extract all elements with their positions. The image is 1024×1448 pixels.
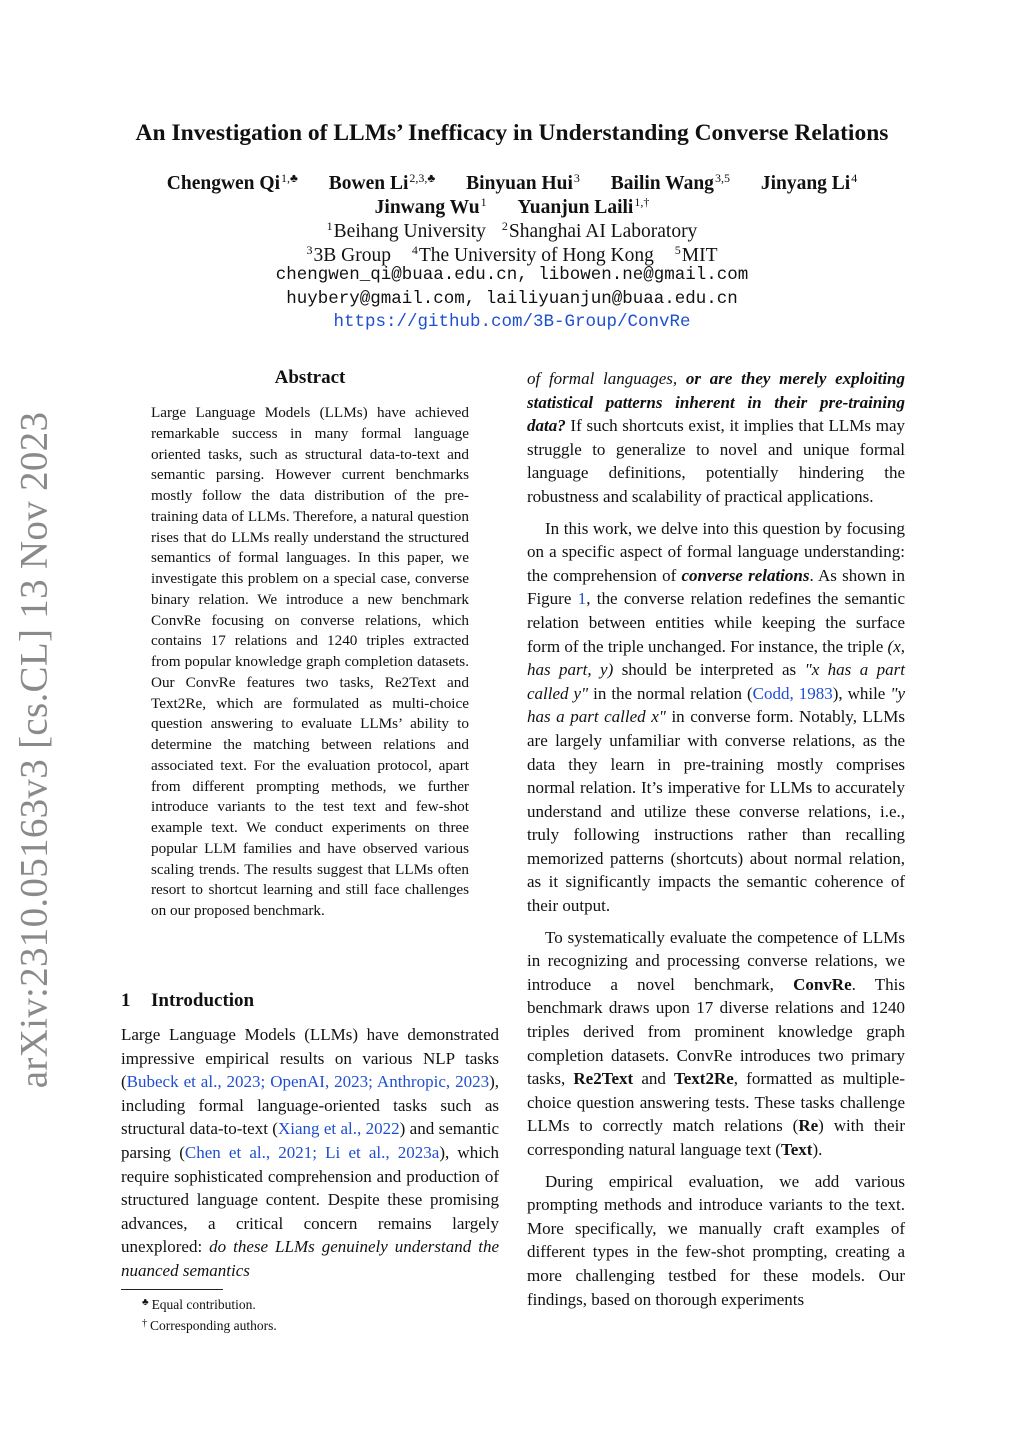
- paper-title: An Investigation of LLMs’ Inefficacy in Understanding Converse Relations: [135, 120, 889, 146]
- figure-link[interactable]: 1: [577, 589, 587, 609]
- intro-paragraph: Large Language Models (LLMs) have demonstrated impressive empirical results on various NLP tasks (Bubeck et al., 2023; OpenAI, 2023; Anthropic, 2023), including formal language-oriented tasks such as structural data-to-text (Xiang et al., 2022) and semantic parsing (Chen et al., 2021; Li et al., 2023a), which require sophisticated comprehension and production of structured language content. Despite these promising advances, a critical concern remains largely unexplored: do these LLMs genuinely understand the nuanced semantics: [121, 1025, 499, 1280]
- paragraph: In this work, we delve into this question by focusing on a specific aspect of formal language understanding: the comprehension of converse relations. As shown in Figure 1, the converse relation redefines the semantic relation between entities while keeping the surface form of the triple unchanged. For instance, the triple (x, has part, y) should be interpreted as "x has a part called y" in the normal relation (Codd, 1983), while "y has a part called x" in converse form. Notably, LLMs are largely unfamiliar with converse relations, as the data they learn in pre-training mostly comprises normal relation. It’s imperative for LLMs to accurately understand and utilize these converse relations, i.e., truly following instructions rather than recalling memorized patterns (shortcuts) about normal relation, as it significantly impacts the semantic coherence of their output.: [527, 518, 906, 916]
- abstract-heading: Abstract: [274, 367, 346, 388]
- footnote-divider: [121, 1289, 223, 1290]
- author: Jinwang Wu$^1$: [374, 195, 487, 218]
- affiliation: $^5$MIT: [674, 243, 718, 266]
- citation-link[interactable]: Chen et al., 2021; Li et al., 2023a: [184, 1142, 440, 1162]
- affiliation: $^2$Shanghai AI Laboratory: [501, 219, 698, 242]
- author: Yuanjun Laili$^{1,\dagger}$: [517, 195, 650, 218]
- paragraph: During empirical evaluation, we add various prompting methods and introduce variants to the text. More specifically, we manually craft examples of different types in the few-shot prompting, creating a more challenging testbed for these models. Our findings, based on thorough experiments: [527, 1171, 905, 1309]
- citation-link[interactable]: Codd, 1983: [752, 683, 833, 703]
- author: Chengwen $Qi^{1,♣}$: [166, 171, 298, 194]
- affiliation: $^4$The University of Hong Kong: [411, 243, 654, 266]
- footnotes: [142, 1293, 277, 1335]
- email-line: chengwen_qi@buaa.edu.cn, libowen.ne@gmail.com: [275, 265, 749, 285]
- footnote: † Corresponding authors.: [142, 1318, 277, 1333]
- citation-link[interactable]: Xiang et al., 2022: [277, 1119, 400, 1139]
- email-line: huybery@gmail.com, lailiyuanjun@buaa.edu.cn: [286, 289, 738, 309]
- arxiv-watermark: arXiv:2310.05163v3 [cs.CL] 13 Nov 2023: [12, 411, 56, 1089]
- author: Bowen $Li^{2,3,♣}$: [328, 171, 436, 194]
- affiliation: $^3$3B Group: [306, 243, 391, 266]
- author: Binyuan Hui$^3$: [466, 171, 580, 194]
- citation-link[interactable]: Bubeck et al., 2023; OpenAI, 2023; Anthropic, 2023: [126, 1072, 490, 1092]
- author: Jinyang Li$^4$: [760, 171, 858, 194]
- paragraph: of formal languages, or are they merely exploiting statistical patterns inherent in their pre-training data? If such shortcuts exist, it implies that LLMs may struggle to generalize to novel and unique formal language definitions, potentially hindering the robustness and scalability of practical applications.: [527, 369, 905, 506]
- abstract-text: Large Language Models (LLMs) have achieved remarkable success in many formal language oriented tasks, such as structural data-to-text and semantic parsing. However current benchmarks mostly follow the data distribution of the pre-training data of LLMs. Therefore, a natural question rises that do LLMs really understand the structured semantics of formal languages. In this paper, we investigate this problem on a special case, converse binary relation. We introduce a new benchmark ConvRe focusing on converse relations, which contains 17 relations and 1240 triples extracted from popular knowledge graph completion datasets. Our ConvRe features two tasks, Re2Text and Text2Re, which are formulated as multi-choice question answering to evaluate LLMs’ ability to determine the matching between relations and associated text. For the evaluation protocol, apart from different prompting methods, we further introduce variants to the test text and few-shot example text. We conduct experiments on three popular LLM families and have observed various scaling trends. The results suggest that LLMs often resort to shortcut learning and still face challenges on our proposed benchmark.: [151, 404, 469, 919]
- repo-link[interactable]: https://github.com/3B-Group/ConvRe: [333, 312, 691, 332]
- affiliation: $^1$Beihang University: [326, 219, 486, 242]
- right-column: [527, 367, 905, 1311]
- section-heading: 1 Introduction: [121, 990, 255, 1011]
- author: Bailin Wang$^{3,5}$: [610, 171, 730, 194]
- footnote: ♣ Equal contribution.: [142, 1297, 256, 1312]
- paragraph: To systematically evaluate the competence of LLMs in recognizing and processing converse relations, we introduce a novel benchmark, ConvRe. This benchmark draws upon 17 diverse relations and 1240 triples derived from prominent knowledge graph completion datasets. ConvRe introduces two primary tasks, Re2Text and Text2Re, formatted as multiple-choice question answering tests. These tasks challenge LLMs to correctly match relations (Re) with their corresponding natural language text (Text).: [527, 927, 905, 1159]
